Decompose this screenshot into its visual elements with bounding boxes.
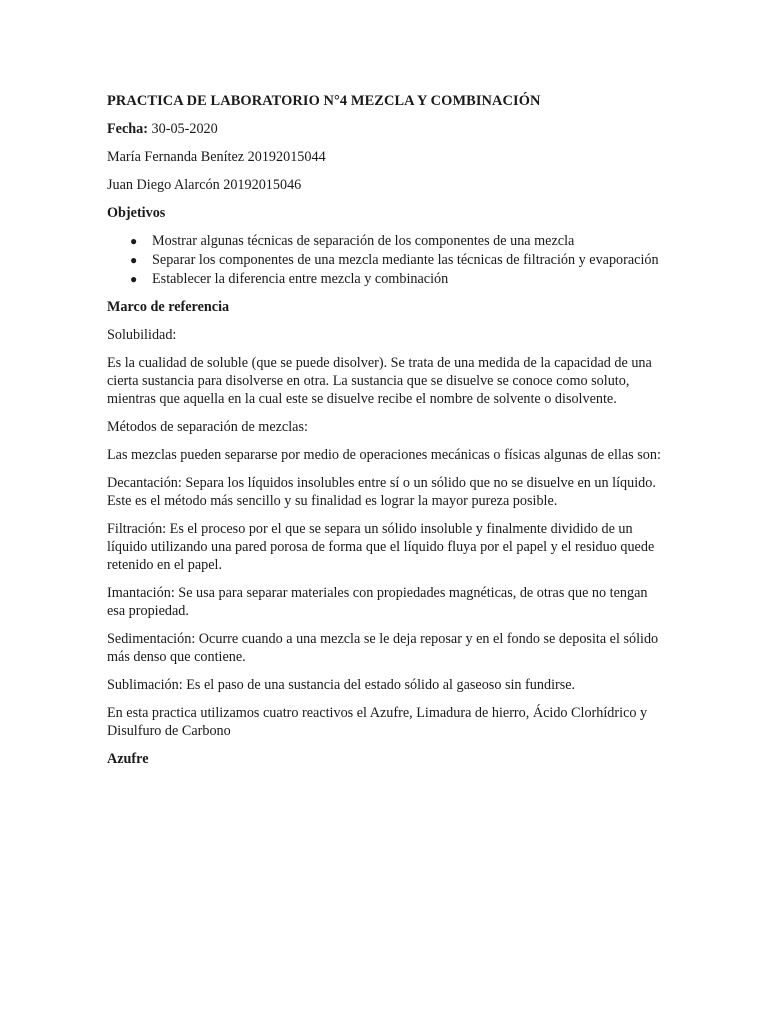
date-line bbox=[107, 120, 667, 138]
paragraph: Es la cualidad de soluble (que se puede disolver). Se trata de una medida de la capacidad de una cierta sustancia para disolverse en otra. La sustancia que se disuelve se conoce como soluto, mientras que aquella en la cual este se disuelve recibe el nombre de solvente o disolvente. bbox=[107, 355, 652, 407]
objectives-list bbox=[107, 232, 667, 288]
list-item-text: Establecer la diferencia entre mezcla y combinación bbox=[152, 271, 449, 287]
paragraph: Decantación: Separa los líquidos insolubles entre sí o un sólido que no se disuelve en un líquido. Este es el método más sencillo y su finalidad es lograr la mayor pureza posible. bbox=[107, 475, 656, 509]
list-item-text: Mostrar algunas técnicas de separación de los componentes de una mezcla bbox=[152, 233, 575, 249]
author-line: Juan Diego Alarcón 20192015046 bbox=[107, 177, 302, 193]
bullet-icon: ● bbox=[130, 253, 138, 267]
bullet-icon: ● bbox=[130, 234, 138, 248]
paragraph: Sedimentación: Ocurre cuando a una mezcla se le deja reposar y en el fondo se deposita el sólido más denso que contiene. bbox=[107, 631, 659, 665]
paragraph: Sublimación: Es el paso de una sustancia del estado sólido al gaseoso sin fundirse. bbox=[107, 677, 576, 693]
paragraph: Las mezclas pueden separarse por medio de operaciones mecánicas o físicas algunas de ellas son: bbox=[107, 447, 661, 463]
paragraph: Solubilidad: bbox=[107, 327, 177, 343]
document-title: PRACTICA DE LABORATORIO N°4 MEZCLA Y COMBINACIÓN bbox=[107, 93, 541, 109]
date-value: 30-05-2020 bbox=[151, 121, 218, 137]
paragraph: En esta practica utilizamos cuatro reactivos el Azufre, Limadura de hierro, Ácido Clorhídrico y Disulfuro de Carbono bbox=[107, 705, 648, 739]
paragraph: Métodos de separación de mezclas: bbox=[107, 419, 308, 435]
paragraph: Imantación: Se usa para separar materiales con propiedades magnéticas, de otras que no tengan esa propiedad. bbox=[107, 585, 648, 619]
section-heading-azufre: Azufre bbox=[107, 751, 149, 767]
section-heading-marco: Marco de referencia bbox=[107, 299, 230, 315]
list-item bbox=[107, 270, 667, 288]
date-label: Fecha: bbox=[107, 121, 148, 137]
bullet-icon: ● bbox=[130, 272, 138, 286]
section-heading-objetivos: Objetivos bbox=[107, 205, 166, 221]
list-item bbox=[107, 232, 667, 250]
list-item bbox=[107, 251, 667, 269]
list-item-text: Separar los componentes de una mezcla mediante las técnicas de filtración y evaporación bbox=[152, 252, 659, 268]
document-page bbox=[107, 92, 667, 778]
author-line: María Fernanda Benítez 20192015044 bbox=[107, 149, 326, 165]
paragraph: Filtración: Es el proceso por el que se separa un sólido insoluble y finalmente dividido de un líquido utilizando una pared porosa de forma que el líquido fluya por el papel y el residuo quede retenido en el papel. bbox=[107, 521, 655, 573]
